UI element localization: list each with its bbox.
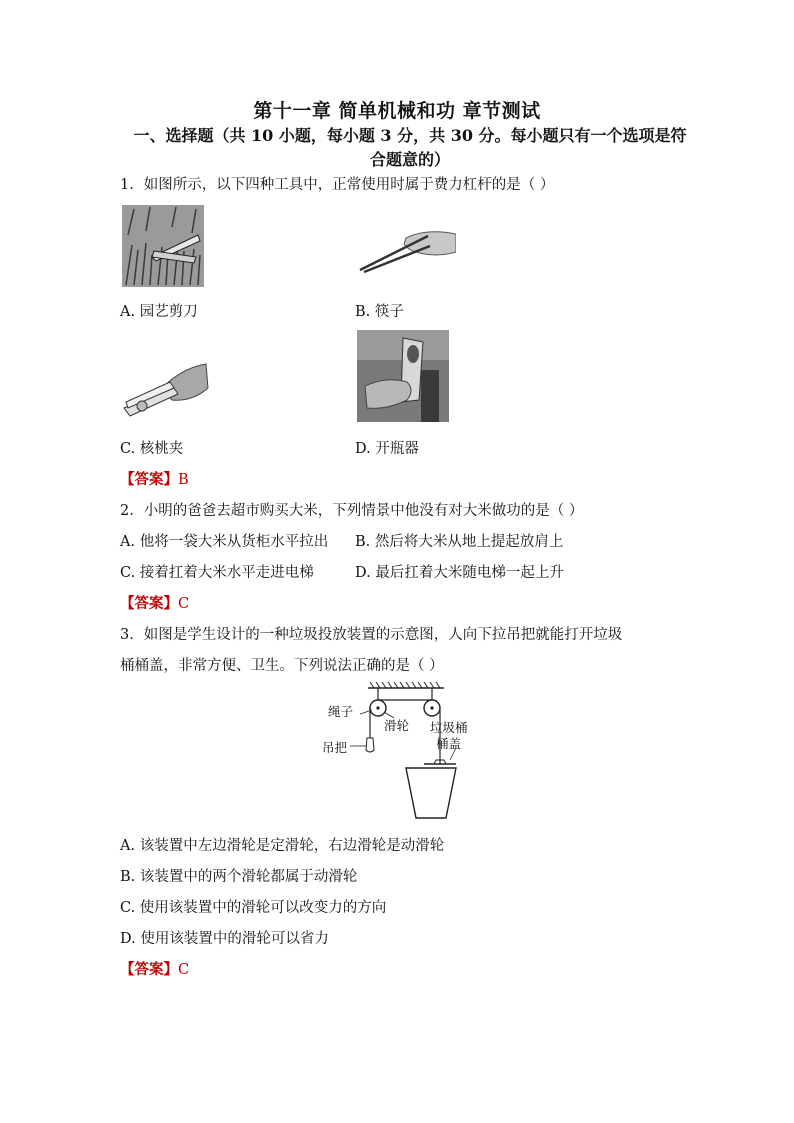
page-title: 第十一章 简单机械和功 章节测试 (253, 100, 541, 122)
answer-tag: 【答案】 (120, 961, 178, 978)
question-3-option-b: B. 该装置中的两个滑轮都属于动滑轮 (120, 869, 358, 885)
question-1-option-d: D. 开瓶器 (355, 441, 419, 457)
question-3-stem-line-1: 3．如图是学生设计的一种垃圾投放装置的示意图，人向下拉吊把就能打开垃圾 (120, 627, 623, 643)
question-3-stem-line-2: 桶桶盖，非常方便、卫生。下列说法正确的是（ ） (120, 658, 444, 674)
question-3-option-c: C. 使用该装置中的滑轮可以改变力的方向 (120, 900, 387, 916)
answer-value: B (178, 472, 189, 488)
question-2-option-a: A. 他将一袋大米从货柜水平拉出 (120, 534, 329, 550)
answer-value: C (178, 962, 190, 978)
bottle-opener-image (357, 330, 449, 422)
question-1-option-c: C. 核桃夹 (120, 441, 184, 457)
question-1-option-a: A. 园艺剪刀 (120, 304, 198, 320)
chopsticks-image (356, 220, 456, 275)
question-3-option-d: D. 使用该装置中的滑轮可以省力 (120, 931, 329, 947)
question-1-answer (120, 468, 189, 489)
diagram-label-pulley: 滑轮 (384, 718, 410, 733)
question-2-option-c: C. 接着扛着大米水平走进电梯 (120, 565, 314, 581)
question-2-option-b: B. 然后将大米从地上提起放肩上 (355, 534, 564, 550)
question-2-option-d: D. 最后扛着大米随电梯一起上升 (355, 565, 564, 581)
pulley-diagram (320, 680, 480, 822)
answer-value: C (178, 596, 190, 612)
question-1-stem: 1．如图所示，以下四种工具中，正常使用时属于费力杠杆的是（ ） (120, 177, 555, 193)
answer-tag: 【答案】 (120, 595, 178, 612)
garden-shears-image (122, 205, 204, 287)
answer-tag: 【答案】 (120, 471, 178, 488)
question-1-option-b: B. 筷子 (355, 304, 404, 320)
question-3-answer (120, 958, 189, 979)
nutcracker-image (122, 358, 210, 422)
question-3-option-a: A. 该装置中左边滑轮是定滑轮，右边滑轮是动滑轮 (120, 838, 445, 854)
diagram-label-lid: 桶盖 (436, 736, 462, 751)
question-2-stem: 2．小明的爸爸去超市购买大米，下列情景中他没有对大米做功的是（ ） (120, 503, 584, 519)
question-2-answer (120, 592, 189, 613)
diagram-label-rope: 绳子 (328, 704, 354, 719)
section-heading: 一、选择题（共 10 小题，每小题 3 分，共 30 分。每小题只有一个选项是符合题意的） (133, 126, 687, 169)
diagram-label-handle: 吊把 (322, 740, 348, 755)
diagram-label-trash-bin: 垃圾桶 (430, 720, 468, 735)
